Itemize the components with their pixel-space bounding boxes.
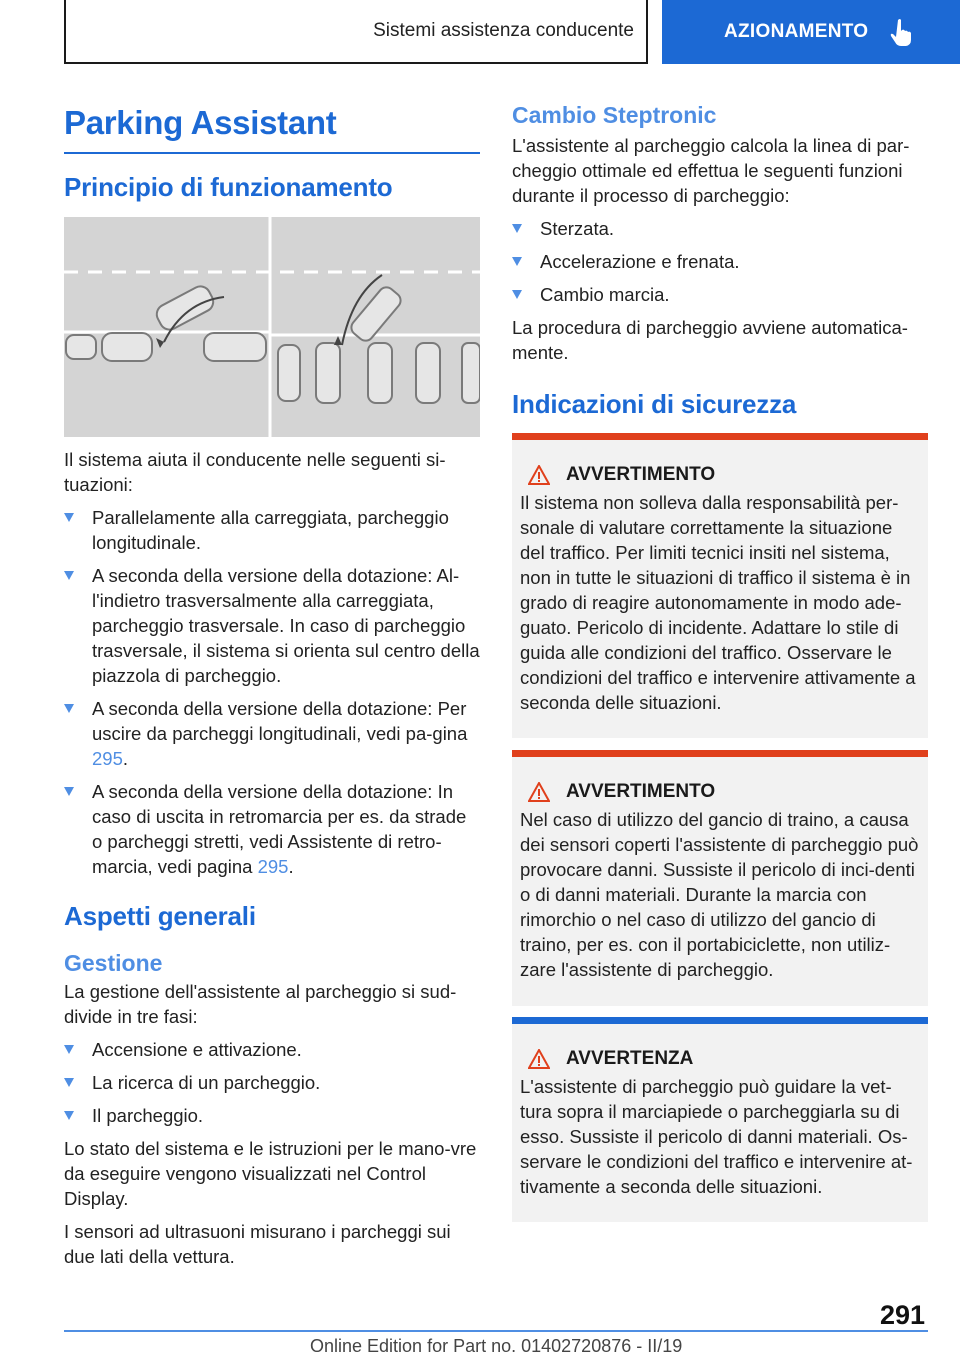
warning-box-2 bbox=[512, 750, 928, 1006]
list-item-text: A seconda della versione della dotazione: Al-l'indietro trasversalmente alla carreggiata, parcheggio trasversale. In caso di parcheggio trasversale, il sistema si orienta sul centro della piazzola di parcheggio. bbox=[92, 565, 480, 686]
bullet-triangle-icon bbox=[64, 1045, 74, 1054]
list-item bbox=[64, 563, 480, 688]
warning-triangle-icon bbox=[528, 465, 550, 485]
header-chapter-label: AZIONAMENTO bbox=[724, 21, 869, 42]
phases-list bbox=[64, 1037, 480, 1128]
warning-triangle-icon bbox=[528, 1049, 550, 1069]
warning-box-1 bbox=[512, 433, 928, 738]
list-item bbox=[512, 249, 928, 274]
left-column-text bbox=[64, 447, 480, 1269]
parking-illustration bbox=[64, 217, 480, 437]
list-item bbox=[512, 216, 928, 241]
automatic-paragraph: La procedura di parcheggio avviene automatica-mente. bbox=[512, 317, 908, 363]
hand-pointer-icon bbox=[890, 18, 912, 46]
notice-title bbox=[520, 1048, 920, 1070]
heading-principio: Principio di funzionamento bbox=[64, 172, 393, 202]
gestione-paragraph: La gestione dell'assistente al parcheggio si sud-divide in tre fasi: bbox=[64, 981, 457, 1027]
bullet-triangle-icon bbox=[64, 704, 74, 713]
list-item-text: Accensione e attivazione. bbox=[92, 1039, 302, 1060]
notice-box bbox=[512, 1017, 928, 1222]
situations-list bbox=[64, 505, 480, 879]
bullet-triangle-icon bbox=[512, 224, 522, 233]
functions-list bbox=[512, 216, 928, 307]
notice-title-text: AVVERTENZA bbox=[566, 1048, 694, 1069]
page-reference-link[interactable]: 295 bbox=[92, 748, 123, 769]
bullet-triangle-icon bbox=[64, 571, 74, 580]
list-item bbox=[64, 696, 480, 771]
page-reference-link[interactable]: 295 bbox=[257, 856, 289, 877]
warning-title-text: AVVERTIMENTO bbox=[566, 464, 716, 485]
header-section bbox=[64, 0, 648, 64]
list-item-text: A seconda della versione della dotazione: In caso di uscita in retromarcia per es. da strade o parcheggi stretti, vedi Assistente di retro-marcia, vedi pagina bbox=[92, 781, 467, 877]
header-section-label: Sistemi assistenza conducente bbox=[373, 20, 634, 41]
header-chapter bbox=[662, 0, 960, 64]
heading-steptronic: Cambio Steptronic bbox=[512, 102, 717, 128]
footer-edition bbox=[310, 1336, 682, 1357]
page-title: Parking Assistant bbox=[64, 104, 480, 154]
steptronic-paragraph: L'assistente al parcheggio calcola la linea di par-cheggio ottimale ed effettua le seguenti funzioni durante il processo di parcheggio: bbox=[512, 135, 910, 206]
list-item bbox=[64, 779, 480, 879]
heading-gestione: Gestione bbox=[64, 950, 163, 976]
status-paragraph: Lo stato del sistema e le istruzioni per le mano-vre da eseguire vengono visualizzati nel Control Display. bbox=[64, 1138, 477, 1209]
notice-bar bbox=[512, 1017, 928, 1024]
list-item-text: A seconda della versione della dotazione: Per uscire da parcheggi longitudinali, vedi pa-gina bbox=[92, 698, 468, 744]
list-item bbox=[64, 1070, 480, 1095]
sensors-paragraph: I sensori ad ultrasuoni misurano i parcheggi sui due lati della vettura. bbox=[64, 1221, 451, 1267]
page-number: 291 bbox=[880, 1300, 926, 1330]
bullet-triangle-icon bbox=[512, 290, 522, 299]
list-item-suffix: . bbox=[122, 748, 129, 769]
list-item bbox=[64, 1103, 480, 1128]
list-item-suffix: . bbox=[288, 856, 294, 877]
bullet-triangle-icon bbox=[512, 257, 522, 266]
warning-text: Nel caso di utilizzo del gancio di traino, a causa dei sensori coperti l'assistente di parcheggio può provocare danni. Sussiste il pericolo di inci-denti o di danni materiali. Durante la marcia con rimorchio o nel caso di utilizzo del gancio di traino, per es. con il portabiciclette, non utiliz-zare l'assistente di parcheggio. bbox=[520, 809, 919, 980]
bullet-triangle-icon bbox=[64, 1078, 74, 1087]
intro-paragraph: Il sistema aiuta il conducente nelle seguenti si-tuazioni: bbox=[64, 449, 446, 495]
list-item-text: Cambio marcia. bbox=[540, 284, 670, 305]
edition-text: Online Edition for Part no. 01402720876 - II/19 bbox=[310, 1336, 683, 1356]
bullet-triangle-icon bbox=[64, 513, 74, 522]
warning-bar bbox=[512, 750, 928, 757]
notice-text: L'assistente di parcheggio può guidare la vet-tura sopra il marciapiede o parcheggiarla su di esso. Sussiste il pericolo di danni materiali. Os-servare le condizioni del traffico e intervenire at-tivamente a seconda delle situazioni. bbox=[520, 1076, 913, 1197]
warning-text: Il sistema non solleva dalla responsabilità per-sonale di valutare correttamente la situazione del traffico. Per limiti tecnici insiti nel sistema, non in tutte le situazioni di traffico il sistema è in grado di reagire autonomamente in modo ade-guato. Pericolo di incidente. Adattare lo stile di guida alle condizioni del traffico. Osservare le condizioni del traffico e intervenire attivamente a seconda delle situazioni. bbox=[520, 492, 916, 713]
bullet-triangle-icon bbox=[64, 787, 74, 796]
list-item-text: Accelerazione e frenata. bbox=[540, 251, 740, 272]
footer-divider bbox=[64, 1330, 928, 1332]
list-item-text: Parallelamente alla carreggiata, parcheggio longitudinale. bbox=[92, 507, 449, 553]
warning-title bbox=[520, 464, 920, 486]
list-item-text: La ricerca di un parcheggio. bbox=[92, 1072, 321, 1093]
warning-title-text: AVVERTIMENTO bbox=[566, 781, 716, 802]
list-item bbox=[64, 505, 480, 555]
list-item-text: Il parcheggio. bbox=[92, 1105, 204, 1126]
heading-sicurezza: Indicazioni di sicurezza bbox=[512, 389, 797, 419]
warning-bar bbox=[512, 433, 928, 440]
list-item bbox=[512, 282, 928, 307]
list-item-text: Sterzata. bbox=[540, 218, 615, 239]
heading-aspetti: Aspetti generali bbox=[64, 901, 256, 931]
warning-title bbox=[520, 781, 920, 803]
warning-triangle-icon bbox=[528, 782, 550, 802]
list-item bbox=[64, 1037, 480, 1062]
parking-diagram bbox=[64, 217, 480, 437]
bullet-triangle-icon bbox=[64, 1111, 74, 1120]
right-column-text bbox=[512, 102, 928, 420]
